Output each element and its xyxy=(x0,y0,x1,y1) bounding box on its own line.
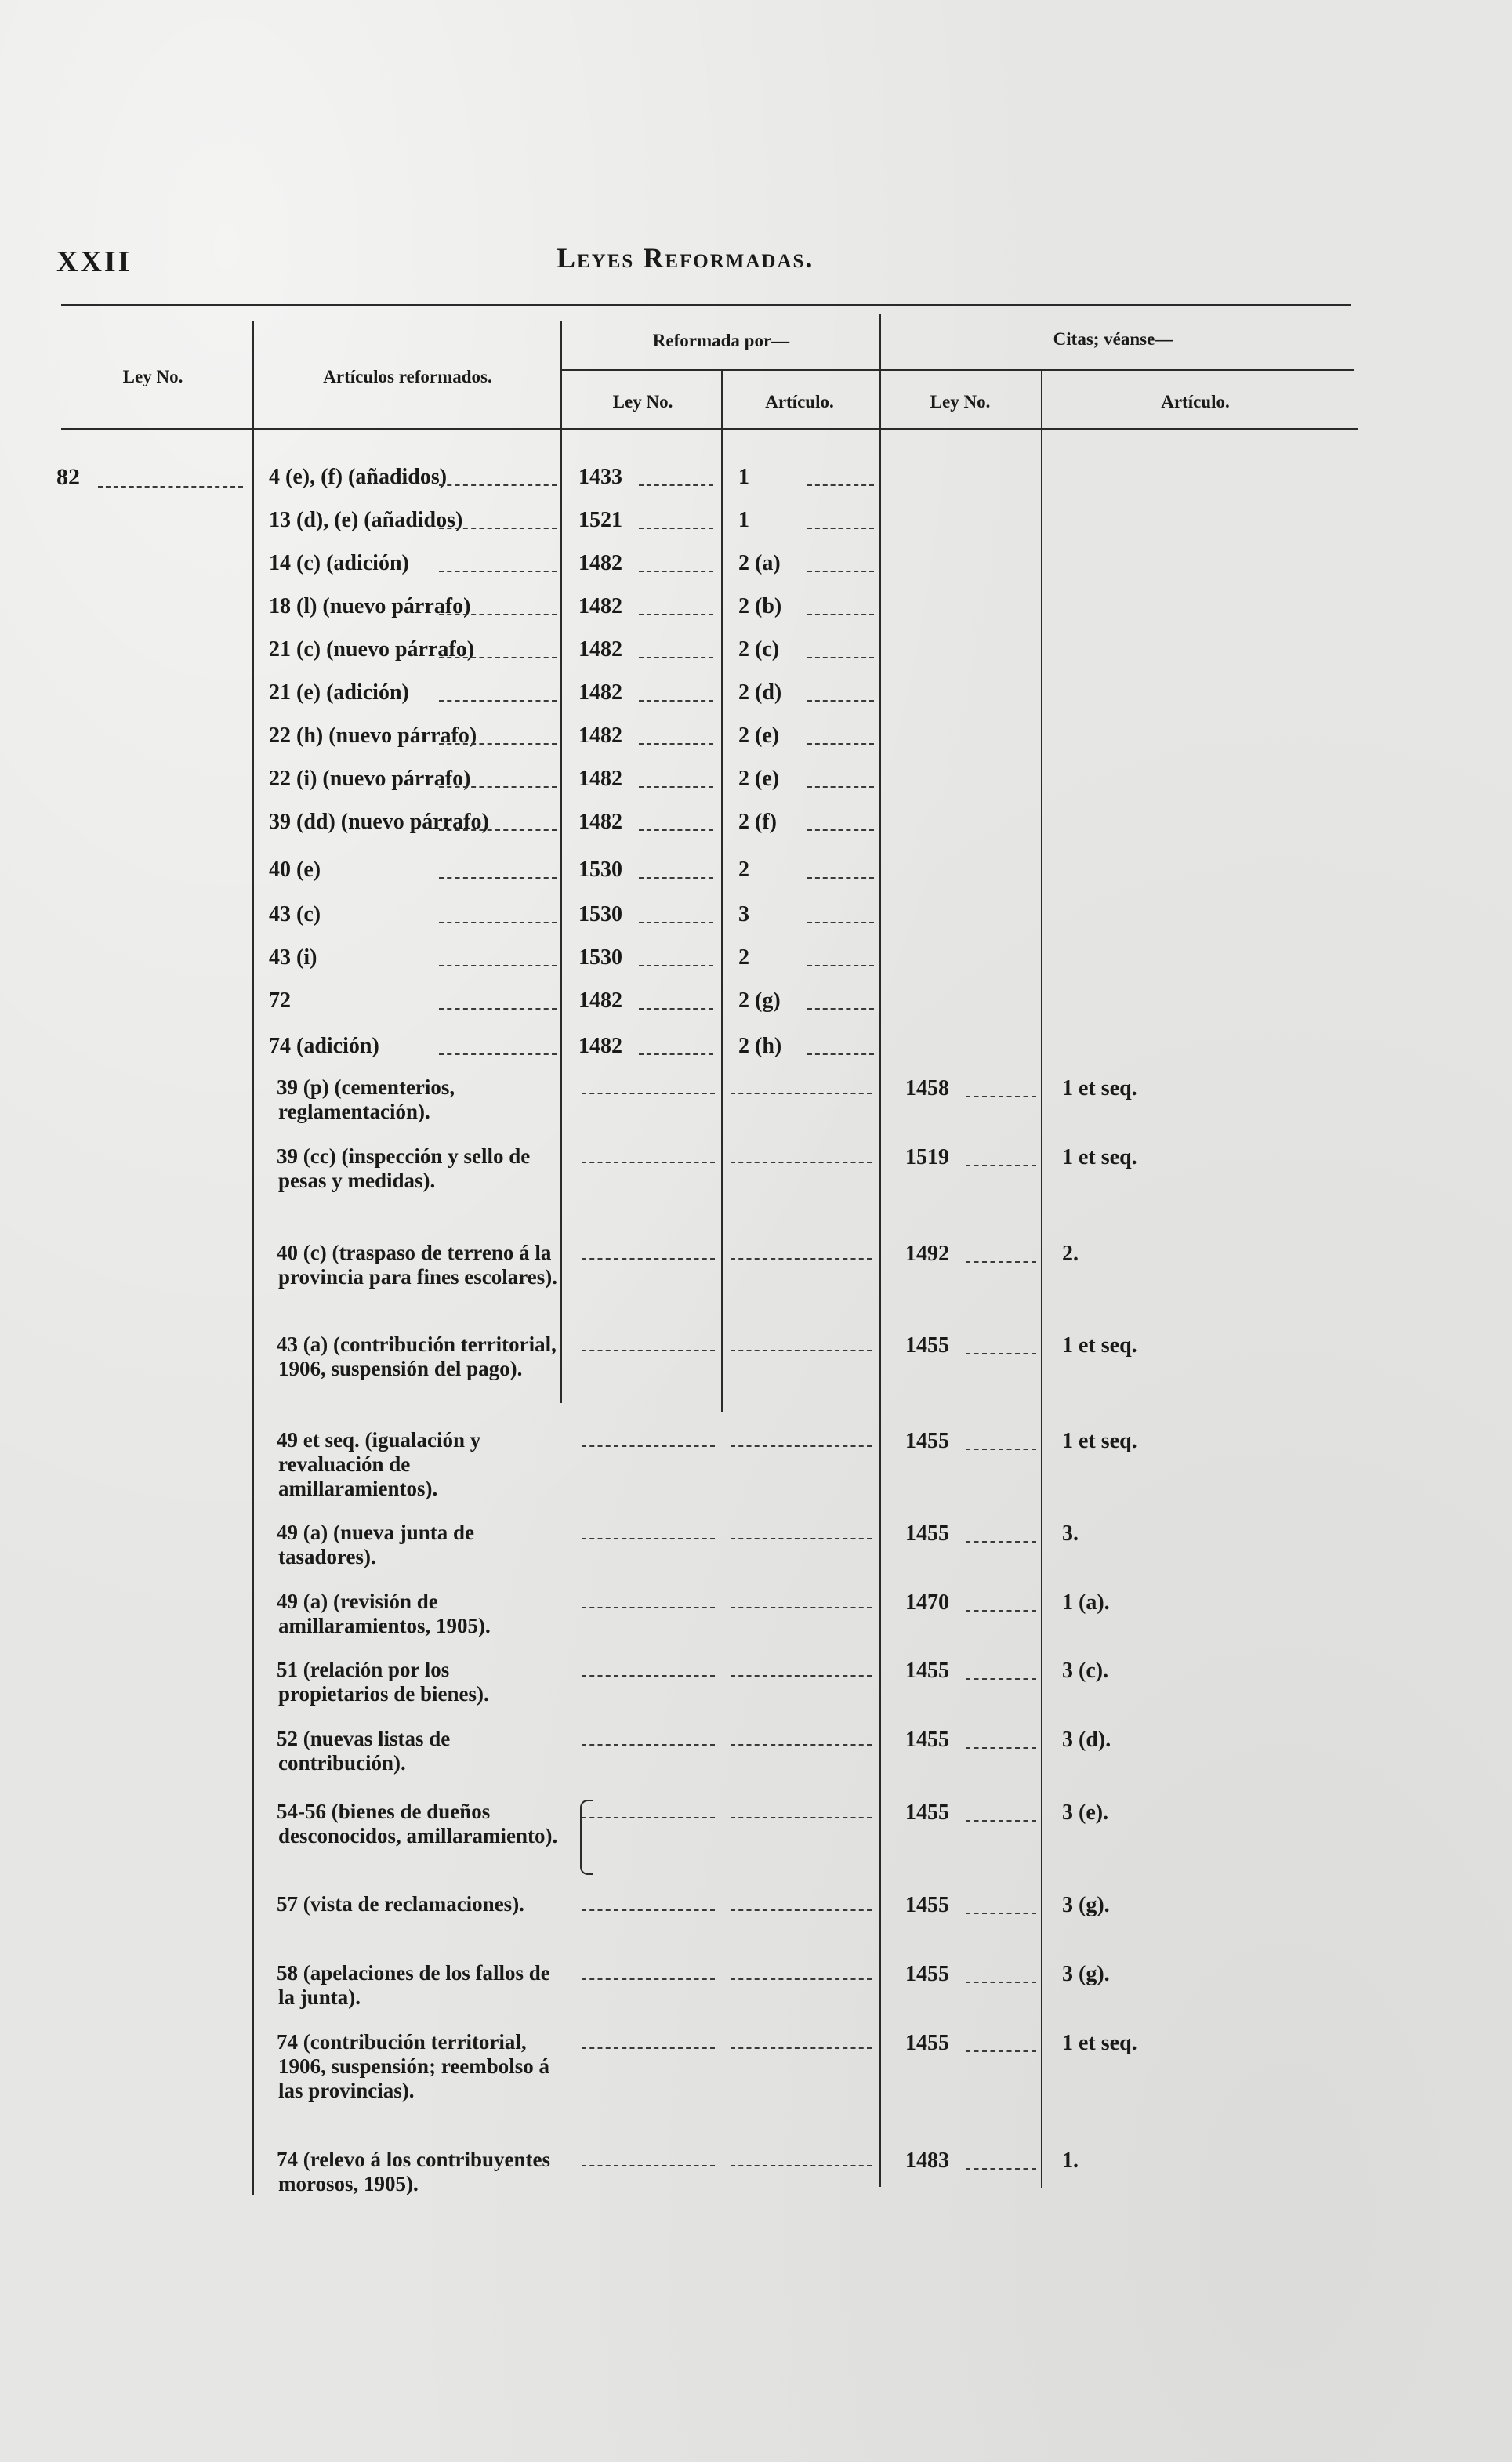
reformado-articulo: 22 (h) (nuevo párrafo) xyxy=(269,723,477,748)
reformado-articulo: 40 (e) xyxy=(269,858,321,882)
articulo-leader xyxy=(439,657,557,658)
cita-leader-2 xyxy=(731,1445,872,1447)
cita-articulo-no: 3 (d). xyxy=(1062,1728,1111,1752)
subheader-articulo-2: Artículo. xyxy=(1161,392,1230,412)
cita-leader-2 xyxy=(731,1258,872,1260)
cita-ley-no: 1455 xyxy=(905,1728,949,1752)
cita-articulo-no: 1 (a). xyxy=(1062,1590,1110,1615)
reformado-articulo-no: 2 xyxy=(738,945,749,970)
reformado-articulo: 39 (dd) (nuevo párrafo) xyxy=(269,810,489,834)
subheader-ley-no-2: Ley No. xyxy=(930,392,991,412)
col-divider-1 xyxy=(252,321,254,2195)
reformado-articulo: 43 (i) xyxy=(269,945,317,970)
cita-ley-no: 1455 xyxy=(905,1333,949,1358)
cita-ley-no: 1455 xyxy=(905,1800,949,1825)
reformado-articulo-no: 1 xyxy=(738,508,749,532)
brace-mark xyxy=(580,1800,593,1875)
reformado-ley-no: 1521 xyxy=(578,508,622,532)
reformado-articulo: 18 (l) (nuevo párrafo) xyxy=(269,594,471,618)
reformado-ley-no: 1482 xyxy=(578,988,622,1013)
subheader-rule xyxy=(560,369,1354,371)
cita-articulo-no: 3 (g). xyxy=(1062,1893,1110,1917)
reformado-articulo-no: 2 (g) xyxy=(738,988,781,1013)
art-leader xyxy=(807,571,874,572)
cita-leader-1 xyxy=(582,1538,715,1539)
cita-ley-leader xyxy=(966,1096,1036,1097)
cita-articulo: 49 (a) (revisión de amillaramientos, 1905). xyxy=(277,1590,491,1637)
cita-articulo-no: 3. xyxy=(1062,1521,1079,1546)
cita-ley-leader xyxy=(966,1747,1036,1749)
cita-ley-leader xyxy=(966,2168,1036,2170)
ley-leader xyxy=(639,1008,713,1010)
cita-articulo: 39 (p) (cementerios, reglamentación). xyxy=(277,1075,455,1123)
cita-articulo-no: 3 (c). xyxy=(1062,1659,1109,1683)
page-number: XXII xyxy=(56,245,132,278)
cita-leader-2 xyxy=(731,2047,872,2049)
art-leader xyxy=(807,1053,874,1055)
ley-leader xyxy=(639,877,713,879)
cita-ley-leader xyxy=(966,2050,1036,2052)
art-leader xyxy=(807,528,874,529)
cita-ley-leader xyxy=(966,1541,1036,1543)
cita-ley-no: 1483 xyxy=(905,2148,949,2173)
header-top-rule xyxy=(61,304,1351,306)
cita-ley-leader xyxy=(966,1261,1036,1263)
running-title: Leyes Reformadas. xyxy=(557,242,814,274)
col-divider-5 xyxy=(1041,369,1042,2188)
art-leader xyxy=(807,743,874,745)
articulo-leader xyxy=(439,877,557,879)
reformado-ley-no: 1530 xyxy=(578,902,622,926)
cita-leader-1 xyxy=(582,1445,715,1447)
ley-no-value: 82 xyxy=(56,464,80,490)
articulo-leader xyxy=(439,1053,557,1055)
articulo-leader xyxy=(439,743,557,745)
reformado-ley-no: 1482 xyxy=(578,594,622,618)
reformado-articulo-no: 2 (b) xyxy=(738,594,782,618)
reformado-articulo-no: 2 (f) xyxy=(738,810,777,834)
reformado-articulo-no: 2 xyxy=(738,858,749,882)
art-leader xyxy=(807,877,874,879)
reformado-articulo: 74 (adición) xyxy=(269,1034,379,1058)
cita-articulo: 40 (c) (traspaso de terreno á la provincia para fines escolares). xyxy=(277,1241,557,1289)
articulo-leader xyxy=(439,484,557,486)
cita-leader-1 xyxy=(582,1093,715,1094)
cita-leader-1 xyxy=(582,1909,715,1911)
reformado-articulo-no: 2 (a) xyxy=(738,551,781,575)
art-leader xyxy=(807,829,874,831)
cita-articulo: 74 (contribución territorial, 1906, suspensión; reembolso á las provincias). xyxy=(277,2030,550,2102)
cita-ley-leader xyxy=(966,1165,1036,1166)
cita-articulo-no: 3 (e). xyxy=(1062,1800,1109,1825)
reformado-ley-no: 1482 xyxy=(578,551,622,575)
articulo-leader xyxy=(439,528,557,529)
cita-articulo: 57 (vista de reclamaciones). xyxy=(277,1892,524,1916)
col-divider-3 xyxy=(721,369,723,1412)
art-leader xyxy=(807,922,874,923)
cita-ley-leader xyxy=(966,1353,1036,1354)
ley-leader xyxy=(639,965,713,966)
reformado-articulo: 21 (e) (adición) xyxy=(269,680,409,705)
cita-ley-no: 1519 xyxy=(905,1145,949,1169)
ley-leader xyxy=(639,922,713,923)
cita-leader-2 xyxy=(731,2165,872,2166)
art-leader xyxy=(807,965,874,966)
cita-ley-no: 1455 xyxy=(905,1659,949,1683)
articulo-leader xyxy=(439,922,557,923)
reformado-ley-no: 1433 xyxy=(578,465,622,489)
cita-articulo-no: 1 et seq. xyxy=(1062,1076,1137,1100)
cita-ley-no: 1492 xyxy=(905,1242,949,1266)
reformado-ley-no: 1482 xyxy=(578,723,622,748)
cita-leader-1 xyxy=(582,1258,715,1260)
cita-leader-1 xyxy=(582,1744,715,1746)
ley-leader xyxy=(639,829,713,831)
cita-ley-no: 1455 xyxy=(905,1521,949,1546)
cita-articulo: 49 et seq. (igualación y revaluación de amillaramientos). xyxy=(277,1428,481,1500)
cita-leader-2 xyxy=(731,1817,872,1818)
art-leader xyxy=(807,657,874,658)
cita-leader-1 xyxy=(582,2165,715,2166)
cita-leader-1 xyxy=(582,1607,715,1608)
articulo-leader xyxy=(439,786,557,788)
ley-leader xyxy=(639,1053,713,1055)
cita-articulo: 39 (cc) (inspección y sello de pesas y medidas). xyxy=(277,1144,531,1192)
ley-leader xyxy=(639,571,713,572)
reformado-articulo-no: 2 (e) xyxy=(738,767,780,791)
cita-leader-2 xyxy=(731,1093,872,1094)
cita-leader-2 xyxy=(731,1607,872,1608)
articulo-leader xyxy=(439,1008,557,1010)
cita-articulo-no: 1 et seq. xyxy=(1062,1145,1137,1169)
cita-ley-leader xyxy=(966,1678,1036,1680)
ley-leader xyxy=(639,528,713,529)
cita-articulo: 49 (a) (nueva junta de tasadores). xyxy=(277,1521,475,1568)
cita-articulo: 54-56 (bienes de dueños desconocidos, amillaramiento). xyxy=(277,1800,558,1847)
cita-leader-1 xyxy=(582,1817,715,1818)
art-leader xyxy=(807,786,874,788)
cita-leader-2 xyxy=(731,1909,872,1911)
reformado-articulo: 14 (c) (adición) xyxy=(269,551,409,575)
ley-leader xyxy=(639,614,713,615)
cita-ley-leader xyxy=(966,1982,1036,1983)
reformado-ley-no: 1482 xyxy=(578,637,622,662)
reformado-articulo: 4 (e), (f) (añadidos) xyxy=(269,465,448,489)
reformado-articulo-no: 3 xyxy=(738,902,749,926)
cita-ley-no: 1455 xyxy=(905,1962,949,1986)
cita-articulo: 51 (relación por los propietarios de bienes). xyxy=(277,1658,489,1706)
cita-ley-leader xyxy=(966,1610,1036,1612)
cita-ley-no: 1470 xyxy=(905,1590,949,1615)
reformado-articulo: 13 (d), (e) (añadidos) xyxy=(269,508,463,532)
cita-leader-1 xyxy=(582,1675,715,1677)
ley-leader xyxy=(639,700,713,702)
header-ley-no: Ley No. xyxy=(122,367,183,386)
ley-leader xyxy=(639,484,713,486)
cita-articulo: 52 (nuevas listas de contribución). xyxy=(277,1727,451,1775)
header-bottom-rule xyxy=(61,428,1358,430)
reformado-articulo: 43 (c) xyxy=(269,902,321,926)
cita-articulo: 58 (apelaciones de los fallos de la junta). xyxy=(277,1961,550,2009)
cita-leader-2 xyxy=(731,1744,872,1746)
reformado-ley-no: 1482 xyxy=(578,680,622,705)
cita-ley-leader xyxy=(966,1820,1036,1822)
cita-ley-no: 1455 xyxy=(905,1893,949,1917)
cita-articulo-no: 1. xyxy=(1062,2148,1079,2173)
reformado-articulo-no: 2 (e) xyxy=(738,723,780,748)
cita-articulo-no: 2. xyxy=(1062,1242,1079,1266)
cita-leader-2 xyxy=(731,1978,872,1980)
art-leader xyxy=(807,700,874,702)
reformado-articulo-no: 1 xyxy=(738,465,749,489)
cita-leader-1 xyxy=(582,1350,715,1351)
reformado-articulo-no: 2 (c) xyxy=(738,637,780,662)
cita-articulo-no: 3 (g). xyxy=(1062,1962,1110,1986)
articulo-leader xyxy=(439,965,557,966)
cita-articulo: 43 (a) (contribución territorial, 1906, suspensión del pago). xyxy=(277,1333,557,1380)
header-citas: Citas; véanse— xyxy=(1053,329,1173,349)
articulo-leader xyxy=(439,700,557,702)
articulo-leader xyxy=(439,614,557,615)
reformado-ley-no: 1482 xyxy=(578,810,622,834)
reformado-articulo-no: 2 (h) xyxy=(738,1034,782,1058)
header-articulos-reformados: Artículos reformados. xyxy=(323,367,492,386)
reformado-ley-no: 1482 xyxy=(578,1034,622,1058)
cita-ley-no: 1455 xyxy=(905,2031,949,2055)
reformado-ley-no: 1530 xyxy=(578,858,622,882)
ley-leader xyxy=(639,786,713,788)
reformado-articulo: 22 (i) (nuevo párrafo) xyxy=(269,767,471,791)
art-leader xyxy=(807,1008,874,1010)
col-divider-4 xyxy=(879,314,881,2187)
header-reformada-por: Reformada por— xyxy=(652,331,790,350)
cita-leader-2 xyxy=(731,1350,872,1351)
cita-leader-1 xyxy=(582,1162,715,1163)
cita-ley-no: 1455 xyxy=(905,1429,949,1453)
cita-articulo-no: 1 et seq. xyxy=(1062,2031,1137,2055)
ley-leader xyxy=(639,743,713,745)
cita-ley-leader xyxy=(966,1913,1036,1914)
cita-leader-2 xyxy=(731,1162,872,1163)
subheader-ley-no-1: Ley No. xyxy=(612,392,673,412)
reformado-articulo: 72 xyxy=(269,988,291,1013)
reformado-ley-no: 1530 xyxy=(578,945,622,970)
cita-articulo: 74 (relevo á los contribuyentes morosos, 1905). xyxy=(277,2148,550,2195)
cita-ley-leader xyxy=(966,1449,1036,1450)
cita-leader-2 xyxy=(731,1538,872,1539)
cita-articulo-no: 1 et seq. xyxy=(1062,1333,1137,1358)
cita-ley-no: 1458 xyxy=(905,1076,949,1100)
articulo-leader xyxy=(439,571,557,572)
reformado-ley-no: 1482 xyxy=(578,767,622,791)
cita-articulo-no: 1 et seq. xyxy=(1062,1429,1137,1453)
articulo-leader xyxy=(439,829,557,831)
art-leader xyxy=(807,614,874,615)
subheader-articulo-1: Artículo. xyxy=(765,392,834,412)
art-leader xyxy=(807,484,874,486)
reformado-articulo-no: 2 (d) xyxy=(738,680,782,705)
ley-leader xyxy=(639,657,713,658)
cita-leader-1 xyxy=(582,2047,715,2049)
cita-leader-2 xyxy=(731,1675,872,1677)
cita-leader-1 xyxy=(582,1978,715,1980)
reformado-articulo: 21 (c) (nuevo párrafo) xyxy=(269,637,475,662)
ley-no-leader xyxy=(98,486,243,488)
